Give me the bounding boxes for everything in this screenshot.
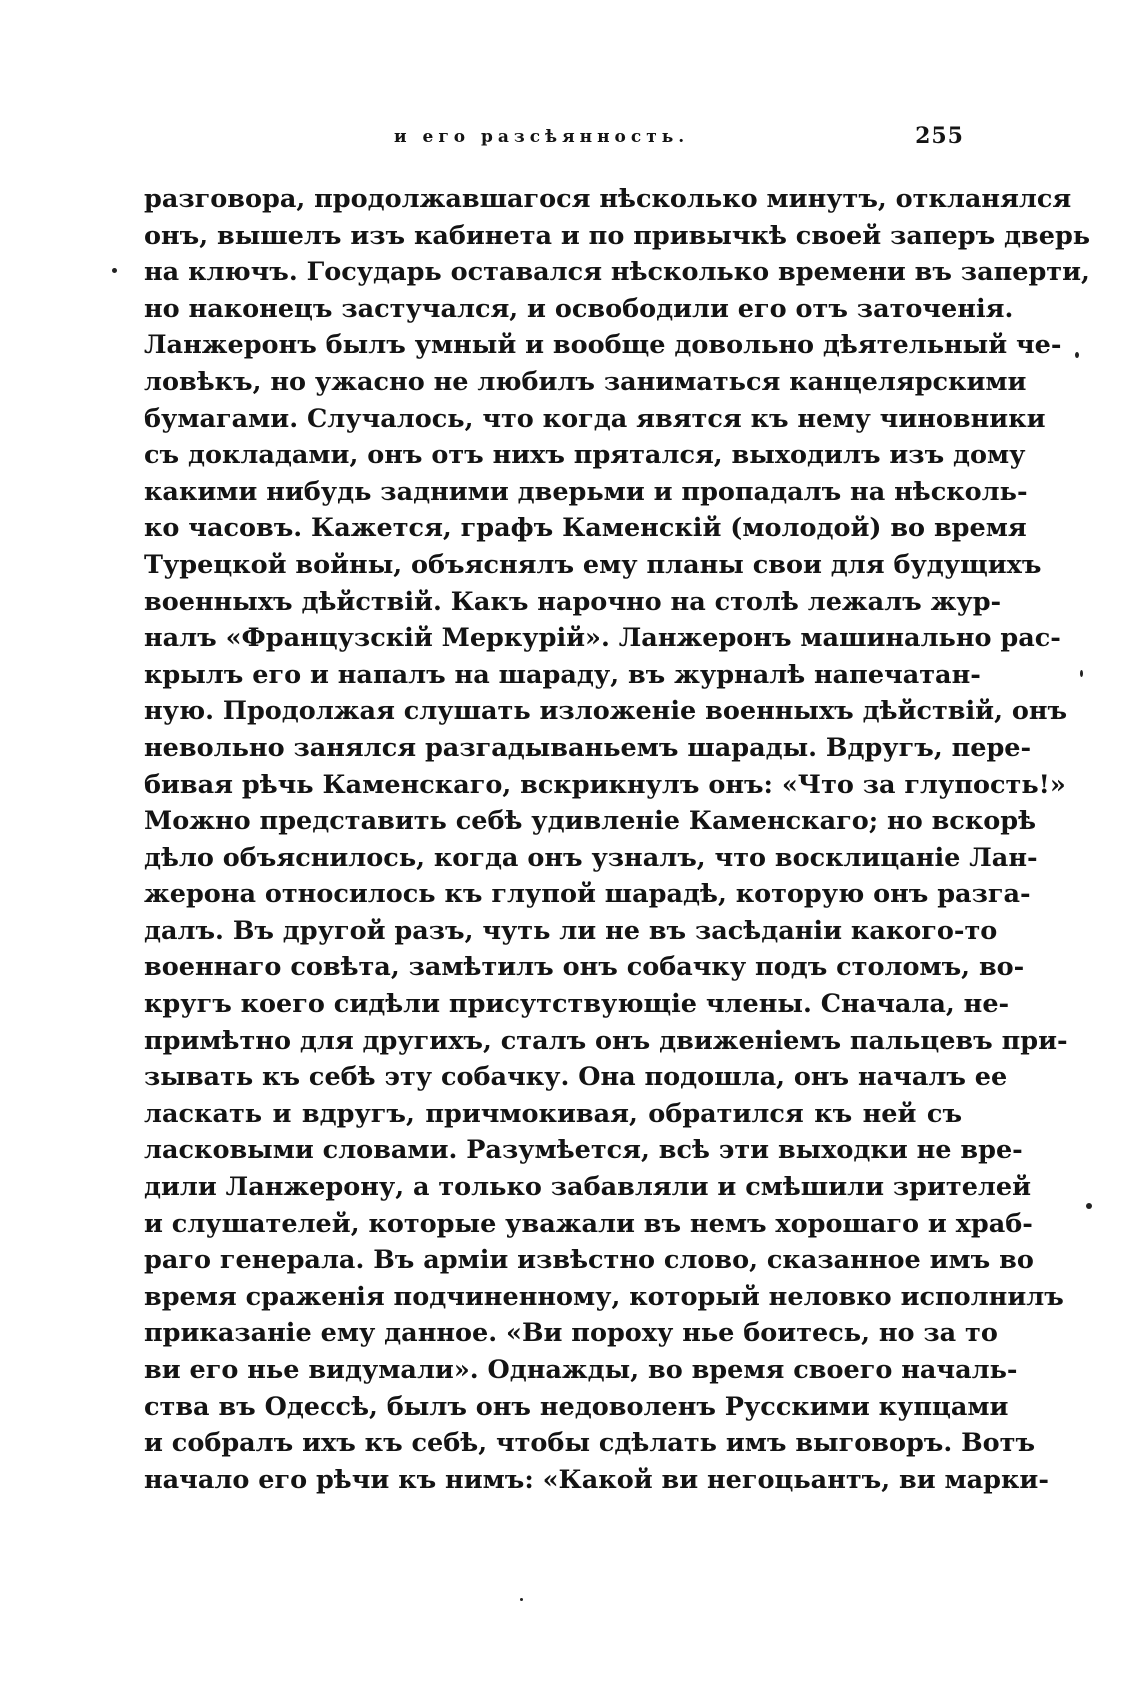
text-line: но наконецъ застучался, и освободили его отъ заточенія.: [144, 293, 1014, 324]
scan-speck: [1086, 1203, 1092, 1209]
scan-speck: [112, 268, 117, 273]
text-line: ко часовъ. Кажется, графъ Каменскій (молодой) во время: [144, 513, 1027, 544]
text-line: Можно представить себѣ удивленіе Каменскаго; но вскорѣ: [144, 806, 1037, 837]
text-line: бивая рѣчь Каменскаго, вскрикнулъ онъ: «Что за глупость!»: [144, 769, 1066, 800]
text-line: съ докладами, онъ отъ нихъ прятался, выходилъ изъ дому: [144, 440, 1026, 471]
text-line: Турецкой войны, объяснялъ ему планы свои для будущихъ: [144, 549, 1042, 580]
text-line: Ланжеронъ былъ умный и вообще довольно дѣятельный че-: [144, 330, 1062, 361]
scan-speck: [1075, 352, 1079, 358]
text-line: разговора, продолжавшагося нѣсколько минутъ, откланялся: [144, 184, 1072, 214]
text-line: кругъ коего сидѣли присутствующіе члены. Сначала, не-: [144, 989, 1010, 1020]
text-line: налъ «Французскій Меркурій». Ланжеронъ машинально рас-: [144, 623, 1061, 654]
scan-speck: [520, 1598, 523, 1601]
text-line: ласкать и вдругъ, причмокивая, обратился къ ней съ: [144, 1098, 962, 1129]
text-line: ства въ Одессѣ, былъ онъ недоволенъ Русскими купцами: [144, 1391, 1009, 1422]
text-line: бумагами. Случалось, что когда явятся къ нему чиновники: [144, 403, 1046, 434]
body-text: [144, 181, 1091, 1498]
text-line: и собралъ ихъ къ себѣ, чтобы сдѣлать имъ выговоръ. Вотъ: [144, 1428, 1036, 1459]
text-line: далъ. Въ другой разъ, чуть ли не въ засѣданіи какого-то: [144, 915, 998, 946]
text-line: ловѣкъ, но ужасно не любилъ заниматься канцелярскими: [144, 366, 1027, 397]
text-line: приказаніе ему данное. «Ви пороху нье боитесь, но за то: [144, 1318, 998, 1349]
text-line: дѣло объяснилось, когда онъ узналъ, что восклицаніе Лан-: [144, 842, 1038, 873]
text-line: дили Ланжерону, а только забавляли и смѣшили зрителей: [144, 1172, 1032, 1203]
text-line: жерона относилось къ глупой шарадѣ, которую онъ разга-: [144, 879, 1031, 910]
text-line: начало его рѣчи къ нимъ: «Какой ви негоцьантъ, ви марки-: [144, 1464, 1049, 1495]
text-line: ную. Продолжая слушать изложеніе военныхъ дѣйствій, онъ: [144, 696, 1068, 727]
running-title: и его разсѣянность.: [394, 127, 690, 147]
page-number: 255: [915, 123, 964, 149]
text-line: невольно занялся разгадываньемъ шарады. Вдругъ, пере-: [144, 732, 1032, 763]
text-line: примѣтно для другихъ, сталъ онъ движеніемъ пальцевъ при-: [144, 1025, 1068, 1056]
text-line: зывать къ себѣ эту собачку. Она подошла, онъ началъ ее: [144, 1062, 1008, 1093]
text-line: раго генерала. Въ арміи извѣстно слово, сказанное имъ во: [144, 1245, 1034, 1276]
text-line: крылъ его и напалъ на шараду, въ журналѣ напечатан-: [144, 659, 981, 690]
text-line: на ключъ. Государь оставался нѣсколько времени въ заперти,: [144, 257, 1090, 288]
scan-speck: [1080, 670, 1083, 677]
text-line: онъ, вышелъ изъ кабинета и по привычкѣ своей заперъ дверь: [144, 220, 1091, 251]
running-header: [144, 123, 964, 161]
text-line: ви его нье видумали». Однажды, во время своего началь-: [144, 1355, 1018, 1385]
text-line: и слушателей, которые уважали въ немъ хорошаго и храб-: [144, 1208, 1033, 1239]
text-line: какими нибудь задними дверьми и пропадалъ на нѣсколь-: [144, 476, 1028, 507]
text-line: время сраженія подчиненному, который неловко исполнилъ: [144, 1281, 1064, 1312]
text-line: ласковыми словами. Разумѣется, всѣ эти выходки не вре-: [144, 1135, 1023, 1166]
text-line: военнаго совѣта, замѣтилъ онъ собачку подъ столомъ, во-: [144, 952, 1025, 983]
text-line: военныхъ дѣйствій. Какъ нарочно на столѣ лежалъ жур-: [144, 586, 1002, 617]
